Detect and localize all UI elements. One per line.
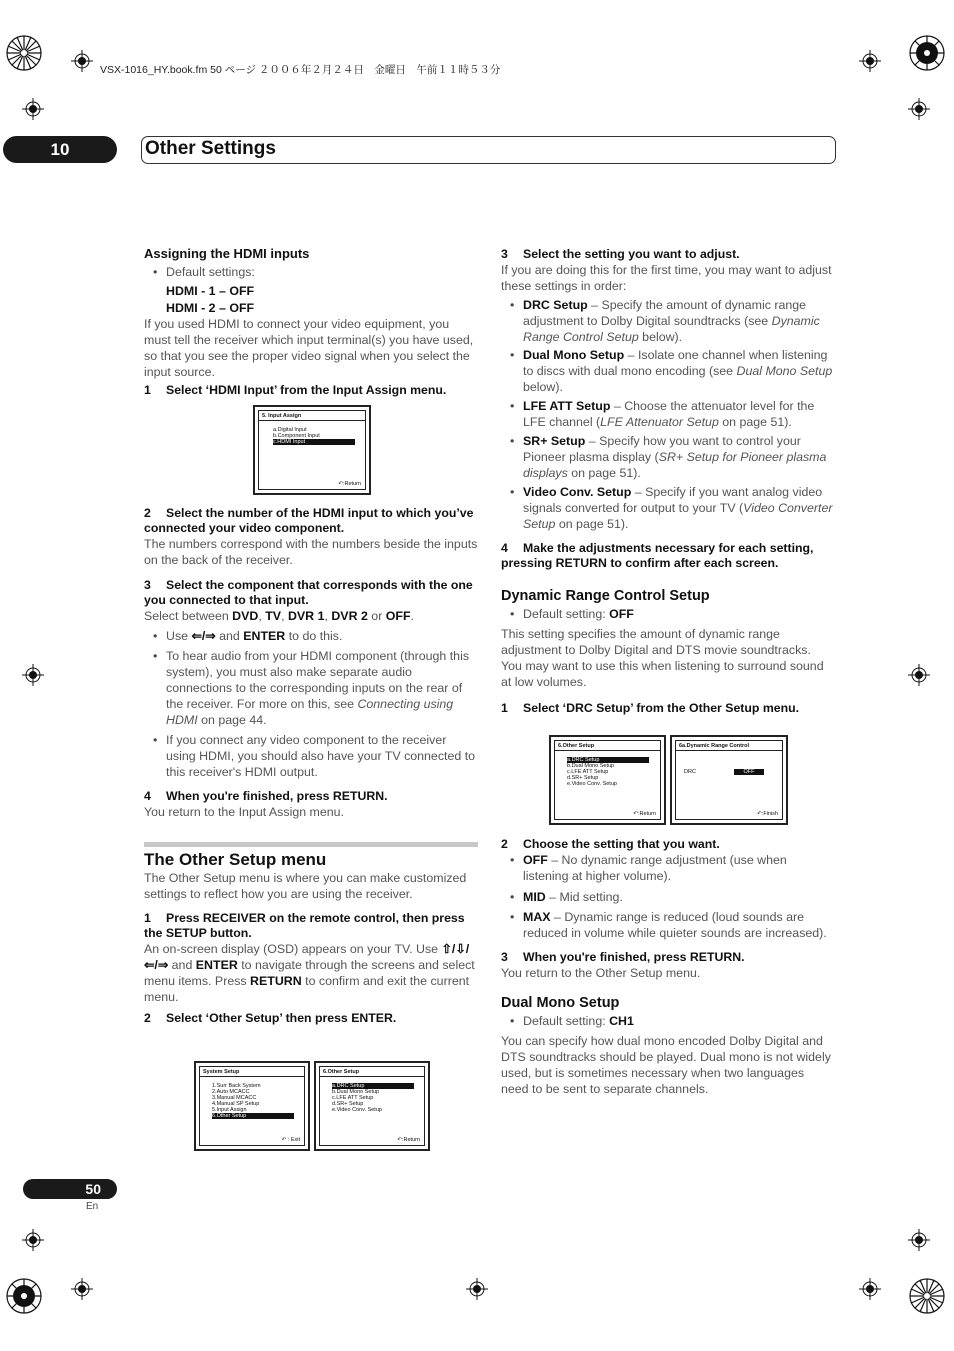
page-number: 50: [85, 1181, 101, 1197]
registration-mark-icon: [859, 50, 881, 72]
step-heading: 1 Select ‘DRC Setup’ from the Other Setup menu.: [501, 701, 800, 715]
step-heading: 2 Select ‘Other Setup’ then press ENTER.: [144, 1011, 397, 1025]
chapter-title: Other Settings: [145, 138, 276, 159]
registration-mark-icon: [22, 664, 44, 686]
step-heading: 2 Choose the setting that you want.: [501, 837, 720, 851]
chapter-title-bar: [141, 136, 836, 164]
registration-mark-icon: [859, 1278, 881, 1300]
registration-mark-icon: [466, 1278, 488, 1300]
list-item: • Default setting: CH1: [501, 1013, 834, 1029]
right-column: 3 Select the setting you want to adjust. If you are doing this for the first time, you may want to adjust these settings in order: • DRC Setup – Specify the amount of dynamic range adjustment to Dolby Digital soundtracks (see Dynamic Range Control Setup below). • Dual Mono Setup – Isolate one channel when listening to discs with dual mono encoding (see Dual Mono Setup below). • LFE ATT Setup – Choose the attenuator level for the LFE channel (LFE Attenuator Setup on page 51). • SR+ Setup – Specify how you want to control your Pioneer plasma display (SR+ Setup for Pioneer plasma displays on page 51). • Video Conv. Setup – Specify if you want analog video signals converted for output to your TV (Video Converter Setup on page 51). 4 Make the adjustments necessary for each setting, pressing RETURN to confirm after each screen. Dynamic Range Control Setup • Default setting: OFF This setting specifies the amount of dynamic range adjustment to Dolby Digital and DTS movie soundtracks. You may want to use this when listening to surround sound at low volumes. 1 Select ‘DRC Setup’ from the Other Setup menu.: [501, 247, 834, 716]
list-item: • MID – Mid setting.: [501, 889, 834, 905]
hdmi2-default: HDMI - 2 – OFF: [166, 301, 255, 315]
step-heading: 4 Make the adjustments necessary for each setting, pressing RETURN to confirm after each screen.: [501, 541, 814, 570]
osd-system-setup: System Setup 1.Surr Back System 2.Auto MCACC 3.Manual MCACC 4.Manual SP Setup 5.Input Assign 6.Other Setup ↶ : Exit: [194, 1061, 310, 1151]
step-heading: 2 Select the number of the HDMI input to which you’ve connected your video component.: [144, 506, 474, 535]
sunburst-mark-icon: [6, 1278, 42, 1314]
registration-mark-icon: [908, 98, 930, 120]
section-rule: [144, 842, 478, 847]
s1-body: An on-screen display (OSD) appears on your TV. Use ⇧/⇩/⇐/⇒ and ENTER to navigate through the screens and select menu items. Press RETURN to confirm and exit the current menu.: [144, 942, 475, 1004]
file-info: VSX-1016_HY.book.fm 50 ページ ２００６年２月２４日 金曜日 午前１１時５３分: [100, 64, 501, 76]
page-number-badge: [23, 1179, 117, 1199]
hdmi1-default: HDMI - 1 – OFF: [166, 284, 255, 298]
registration-mark-icon: [908, 664, 930, 686]
list-item: • Video Conv. Setup – Specify if you want analog video signals converted for output to your TV (Video Converter Setup on page 51).: [501, 484, 834, 532]
osd-other-setup-drc: 6.Other Setup a.DRC Setup b.Dual Mono Setup c.LFE ATT Setup d.SR+ Setup e.Video Conv. Setup ↶:Return: [549, 735, 666, 825]
list-item: • To hear audio from your HDMI component (through this system), you must also make separate audio connections to the corresponding inputs on the rear of the receiver. For more on this, see Connecting using HDMI on page 44.: [144, 648, 478, 728]
list-item: • MAX – Dynamic range is reduced (loud sounds are reduced in volume while quieter sounds are increased).: [501, 909, 834, 941]
osd-other-setup: 6.Other Setup a.DRC Setup b.Dual Mono Setup c.LFE ATT Setup d.SR+ Setup e.Video Conv. Setup ↶:Return: [314, 1061, 430, 1151]
list-item: • Dual Mono Setup – Isolate one channel when listening to discs with dual mono encoding (see Dual Mono Setup below).: [501, 347, 834, 395]
sunburst-mark-icon: [909, 1278, 945, 1314]
list-item: • LFE ATT Setup – Choose the attenuator level for the LFE channel (LFE Attenuator Setup on page 51).: [501, 398, 834, 430]
list-item: • SR+ Setup – Specify how you want to control your Pioneer plasma display (SR+ Setup for Pioneer plasma displays on page 51).: [501, 433, 834, 481]
section-title: The Other Setup menu: [144, 850, 327, 869]
step-heading: 1 Select ‘HDMI Input’ from the Input Assign menu.: [144, 383, 447, 397]
list-item: • If you connect any video component to the receiver using HDMI, you should also have your TV connected to this receiver's HDMI output.: [144, 732, 478, 780]
registration-mark-icon: [22, 98, 44, 120]
step3-body: Select between DVD, TV, DVR 1, DVR 2 or OFF.: [144, 609, 414, 623]
step-heading: 4 When you're finished, press RETURN.: [144, 789, 388, 803]
step-heading: 3 When you're finished, press RETURN.: [501, 950, 745, 964]
list-item: • OFF – No dynamic range adjustment (use when listening at higher volume).: [501, 852, 834, 884]
registration-mark-icon: [22, 1229, 44, 1251]
list-item: • Use ⇐/⇒ and ENTER to do this.: [144, 628, 478, 644]
setup-section: The Other Setup menu The Other Setup menu is where you can make customized settings to reflect how you are using the receiver. 1 Press RECEIVER on the remote control, then press the SETUP button. An on-screen display (OSD) appears on your TV. Use ⇧/⇩/⇐/⇒ and ENTER to navigate through the screens and select menu items. Press RETURN to confirm and exit the current menu. 2 Select ‘Other Setup’ then press ENTER.: [144, 852, 478, 1026]
step-heading: 1 Press RECEIVER on the remote control, then press the SETUP button.: [144, 911, 465, 940]
step-heading: 3 Select the setting you want to adjust.: [501, 247, 740, 261]
list-item: • DRC Setup – Specify the amount of dynamic range adjustment to Dolby Digital soundtracks (see Dynamic Range Control Setup below).: [501, 297, 834, 345]
drc-title: Dynamic Range Control Setup: [501, 588, 710, 604]
dual-mono-title: Dual Mono Setup: [501, 995, 620, 1011]
right-column-2: 2 Choose the setting that you want. • OFF – No dynamic range adjustment (use when listening at higher volume). • MID – Mid setting. • MAX – Dynamic range is reduced (loud sounds are reduced in volume while quieter sounds are increased). 3 When you're finished, press RETURN. You return to the Other Setup menu. Dual Mono Setup • Default setting: CH1 You can specify how dual mono encoded Dolby Digital and DTS soundtracks should be played. Dual mono is not widely used, but is sometimes necessary when two languages need to be sent to separate channels.: [501, 837, 834, 1097]
registration-mark-icon: [908, 1229, 930, 1251]
sunburst-mark-icon: [6, 35, 42, 71]
osd-input-assign: 5. Input Assign a.Digital Input b.Component Input c.HDMI Input ↶:Return: [253, 405, 371, 495]
left-column: [144, 246, 478, 398]
osd-dynamic-range: 6a.Dynamic Range Control DRC OFF ↶:Finish: [670, 735, 788, 825]
list-item: • Default setting: OFF: [501, 606, 834, 622]
step-heading: 3 Select the component that corresponds with the one you connected to that input.: [144, 578, 473, 607]
hdmi-intro: If you used HDMI to connect your video equipment, you must tell the receiver which input terminal(s) you have used, so that you see the proper video signal when you select the input source.: [144, 317, 474, 379]
list-item: • Default settings:: [144, 264, 478, 280]
sunburst-mark-icon: [909, 35, 945, 71]
language-code: En: [86, 1201, 99, 1212]
drc-value: OFF: [734, 769, 764, 775]
registration-mark-icon: [71, 50, 93, 72]
chapter-number: 10: [3, 136, 117, 163]
left-column-2: 2 Select the number of the HDMI input to which you’ve connected your video component. The numbers correspond with the numbers beside the inputs on the back of the receiver. 3 Select the component that corresponds with the one you connected to that input. Select between DVD, TV, DVR 1, DVR 2 or OFF. • Use ⇐/⇒ and ENTER to do this. • To hear audio from your HDMI component (through this system), you must also make separate audio connections to the corresponding inputs on the rear of the receiver. For more on this, see Connecting using HDMI on page 44. • If you connect any video component to the receiver using HDMI, you should also have your TV connected to this receiver's HDMI output. 4 When you're finished, press RETURN. You return to the Input Assign menu.: [144, 506, 478, 820]
hdmi-heading: Assigning the HDMI inputs: [144, 246, 310, 261]
registration-mark-icon: [71, 1278, 93, 1300]
